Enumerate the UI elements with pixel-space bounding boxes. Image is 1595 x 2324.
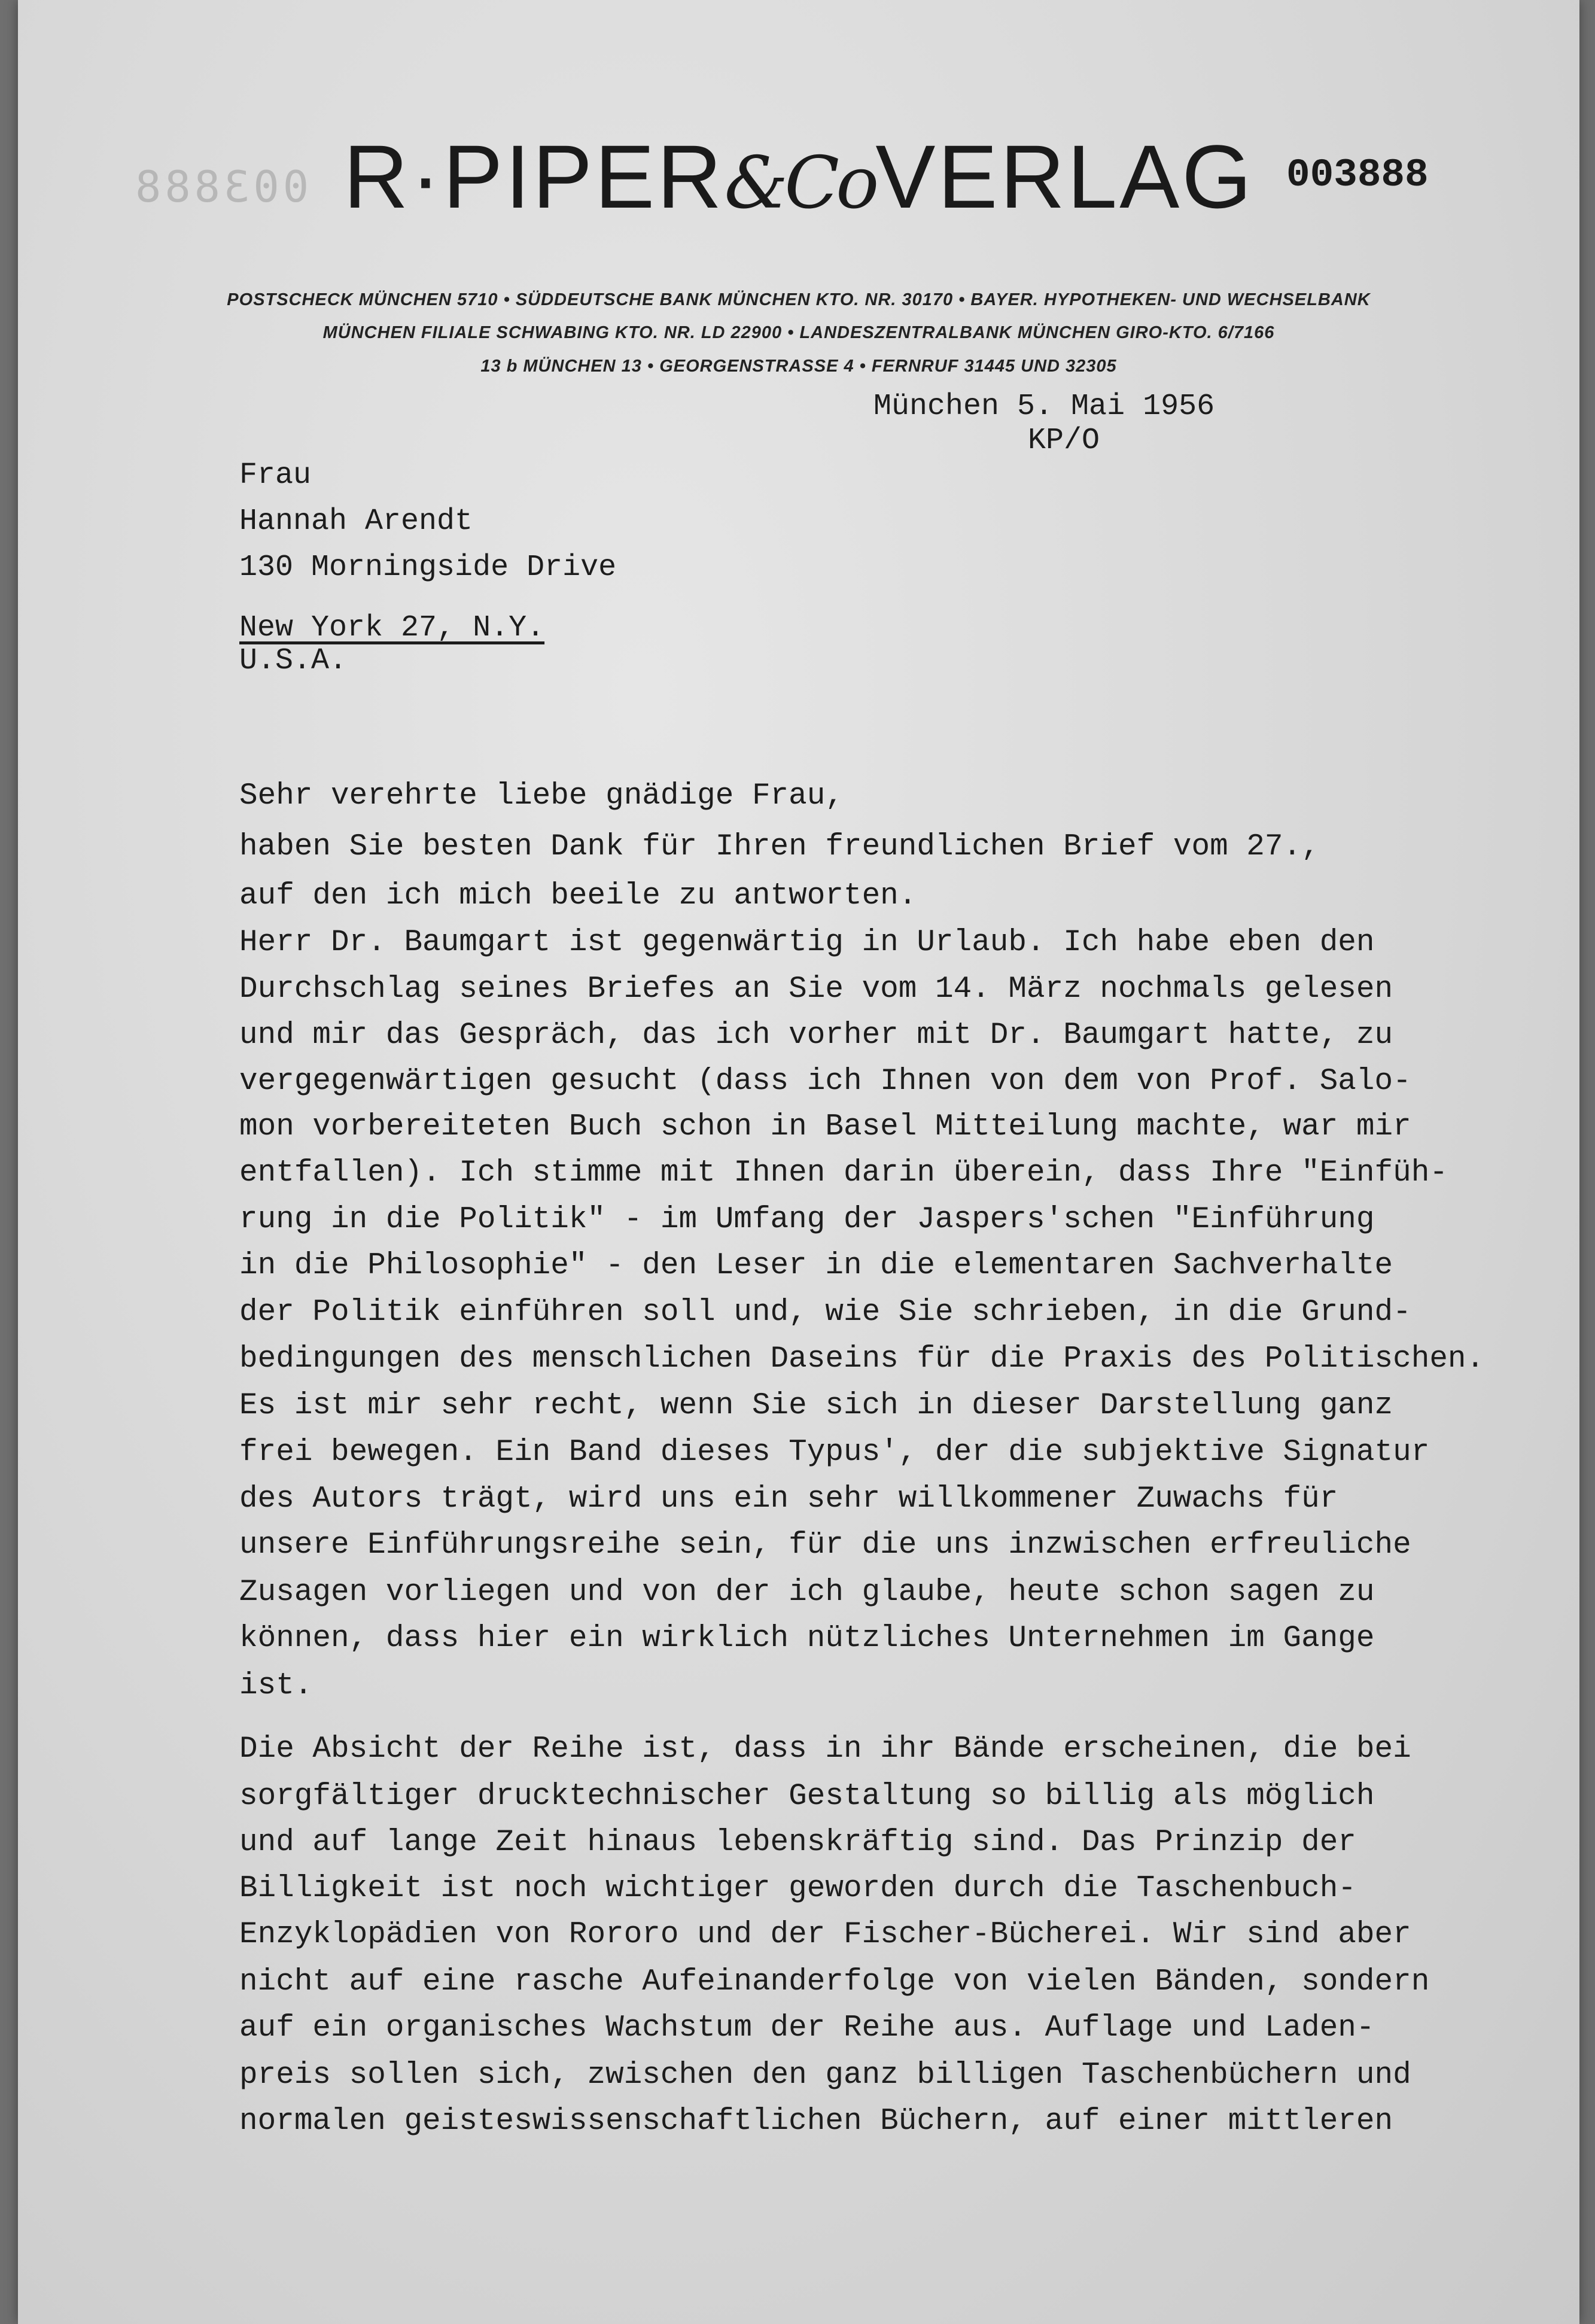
letter-body-line: entfallen). Ich stimme mit Ihnen darin überein, dass Ihre "Einfüh- — [239, 1156, 1448, 1190]
letter-body-line: Enzyklopädien von Rororo und der Fischer-Bücherei. Wir sind aber — [239, 1918, 1411, 1952]
letterhead-bank-line: POSTSCHECK MÜNCHEN 5710 • SÜDDEUTSCHE BANK MÜNCHEN KTO. NR. 30170 • BAYER. HYPOTHEKEN- UND WECHSELBANK — [227, 290, 1371, 309]
letter-body-line: und auf lange Zeit hinaus lebenskräftig sind. Das Prinzip der — [239, 1826, 1356, 1860]
recipient-street: 130 Morningside Drive — [239, 550, 617, 585]
letter-body-line: unsere Einführungsreihe sein, für die uns inzwischen erfreuliche — [239, 1528, 1411, 1562]
letter-greeting: Sehr verehrte liebe gnädige Frau, — [239, 779, 844, 813]
letter-body-line: Zusagen vorliegen und von der ich glaube, heute schon sagen zu — [239, 1575, 1375, 1610]
recipient-salutation-line: Frau — [239, 458, 312, 492]
logo-right: VERLAG — [875, 126, 1254, 227]
letter-body-line: normalen geisteswissenschaftlichen Büchern, auf einer mittleren — [239, 2104, 1393, 2139]
letter-body-line: sorgfältiger drucktechnischer Gestaltung so billig als möglich — [239, 1779, 1375, 1814]
letter-body-line: bedingungen des menschlichen Daseins für die Praxis des Politischen. — [239, 1342, 1485, 1376]
letter-page — [18, 0, 1579, 2324]
letter-body-line: auf den ich mich beeile zu antworten. — [239, 879, 917, 913]
letter-body-line: auf ein organisches Wachstum der Reihe aus. Auflage und Laden- — [239, 2011, 1375, 2045]
recipient-name: Hannah Arendt — [239, 504, 473, 539]
letter-body-line: haben Sie besten Dank für Ihren freundlichen Brief vom 27., — [239, 830, 1320, 864]
letter-reference: KP/O — [1028, 424, 1100, 458]
letter-body-line: der Politik einführen soll und, wie Sie schrieben, in die Grund- — [239, 1295, 1411, 1330]
logo-left: R·PIPER — [343, 126, 725, 227]
letter-date: München 5. Mai 1956 — [873, 390, 1215, 424]
letter-body-line: in die Philosophie" - den Leser in die elementaren Sachverhalte — [239, 1249, 1393, 1283]
letter-body-line: vergegenwärtigen gesucht (dass ich Ihnen von dem von Prof. Salo- — [239, 1064, 1411, 1099]
letter-body-line: nicht auf eine rasche Aufeinanderfolge von vielen Bänden, sondern — [239, 1965, 1430, 1999]
letter-body-line: können, dass hier ein wirklich nützliches Unternehmen im Gange — [239, 1622, 1375, 1656]
letter-body-line: mon vorbereiteten Buch schon in Basel Mitteilung machte, war mir — [239, 1110, 1411, 1144]
logo-ampersand: &Co — [724, 142, 876, 225]
letter-body-line: rung in die Politik" - im Umfang der Jaspers'schen "Einführung — [239, 1203, 1375, 1237]
letter-body-line: und mir das Gespräch, das ich vorher mit Dr. Baumgart hatte, zu — [239, 1018, 1393, 1053]
letter-body-line: Es ist mir sehr recht, wenn Sie sich in dieser Darstellung ganz — [239, 1389, 1393, 1423]
letter-body-line: frei bewegen. Ein Band dieses Typus', der die subjektive Signatur — [239, 1435, 1430, 1470]
letterhead-address-line: 13 b MÜNCHEN 13 • GEORGENSTRASSE 4 • FERNRUF 31445 UND 32305 — [480, 357, 1117, 376]
letter-body-line: Billigkeit ist noch wichtiger geworden durch die Taschenbuch- — [239, 1872, 1356, 1906]
recipient-city: New York 27, N.Y. — [239, 611, 545, 645]
letterhead-bank-line: MÜNCHEN FILIALE SCHWABING KTO. NR. LD 22900 • LANDESZENTRALBANK MÜNCHEN GIRO-KTO. 6/7166 — [322, 323, 1275, 342]
recipient-country: U.S.A. — [239, 644, 348, 678]
archive-stamp-number: 003888 — [1286, 153, 1429, 197]
letter-body-line: Durchschlag seines Briefes an Sie vom 14. März nochmals gelesen — [239, 972, 1393, 1006]
letter-body-line: Die Absicht der Reihe ist, dass in ihr Bände erscheinen, die bei — [239, 1732, 1411, 1766]
letter-body-line: des Autors trägt, wird uns ein sehr willkommener Zuwachs für — [239, 1482, 1338, 1516]
letter-body-line: preis sollen sich, zwischen den ganz billigen Taschenbüchern und — [239, 2058, 1411, 2092]
letter-body-line: ist. — [239, 1669, 313, 1703]
bleed-through-number: 003888 — [132, 162, 309, 212]
letter-body-line: Herr Dr. Baumgart ist gegenwärtig in Urlaub. Ich habe eben den — [239, 926, 1375, 960]
